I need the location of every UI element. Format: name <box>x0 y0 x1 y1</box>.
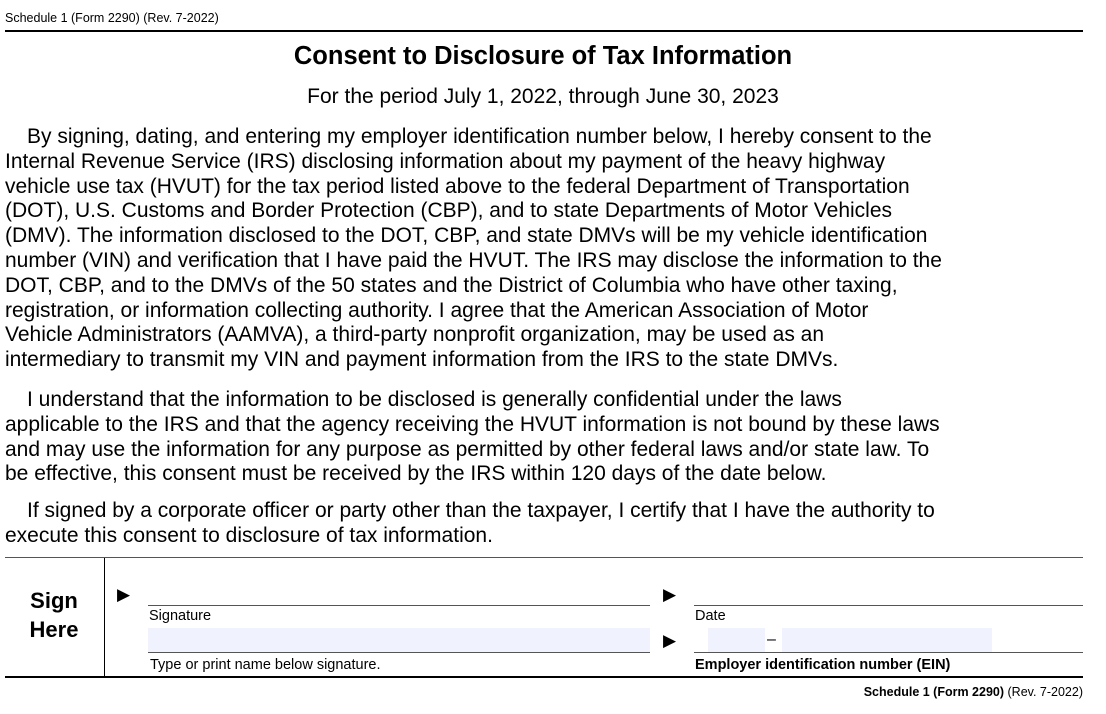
paragraph-line: Vehicle Administrators (AAMVA), a third-party nonprofit organization, may be used as an <box>5 323 825 347</box>
consent-paragraph <box>5 125 1085 373</box>
paragraph-line: DOT, CBP, and to the DMVs of the 50 states and the District of Columbia who have other taxing, <box>5 273 898 297</box>
paragraph-line: By signing, dating, and entering my employer identification number below, I hereby consent to the <box>27 125 932 148</box>
paragraph-line: I understand that the information to be disclosed is generally confidential under the laws <box>27 388 842 411</box>
signature-label: Signature <box>149 608 212 624</box>
printed-name-underline <box>148 652 650 653</box>
confidentiality-paragraph <box>5 388 1085 487</box>
paragraph-line: (DMV). The information disclosed to the DOT, CBP, and state DMVs will be my vehicle identification <box>5 224 928 248</box>
signature-field[interactable] <box>148 605 650 606</box>
paragraph-line: applicable to the IRS and that the agency receiving the HVUT information is not bound by these laws <box>5 412 940 436</box>
printed-name-input[interactable] <box>148 628 650 652</box>
ein-separator: – <box>767 631 776 648</box>
page-title: Consent to Disclosure of Tax Information <box>293 42 793 70</box>
tax-period-subtitle: For the period July 1, 2022, through June 30, 2023 <box>307 85 779 108</box>
paragraph-line: be effective, this consent must be received by the IRS within 120 days of the date below. <box>5 462 827 486</box>
sign-section-bottom-rule <box>5 676 1083 678</box>
date-label: Date <box>695 608 726 624</box>
sign-here-line1: Sign <box>30 588 78 613</box>
paragraph-line: Internal Revenue Service (IRS) disclosing information about my payment of the heavy highway <box>5 149 886 173</box>
footer-revision: (Rev. 7-2022) <box>1004 685 1083 699</box>
date-field[interactable] <box>694 605 1083 606</box>
ein-suffix-input[interactable] <box>782 628 992 652</box>
paragraph-line: (DOT), U.S. Customs and Border Protection (CBP), and to state Departments of Motor Vehicles <box>5 199 893 223</box>
sign-section-divider <box>104 558 105 676</box>
paragraph-line: vehicle use tax (HVUT) for the tax period listed above to the federal Department of Transportation <box>5 174 910 198</box>
paragraph-line: registration, or information collecting authority. I agree that the American Association of Motor <box>5 298 869 322</box>
ein-underline <box>694 652 1083 653</box>
form-header-label: Schedule 1 (Form 2290) (Rev. 7-2022) <box>5 11 219 25</box>
paragraph-line: number (VIN) and verification that I have paid the HVUT. The IRS may disclose the information to the <box>5 248 942 272</box>
printed-name-label: Type or print name below signature. <box>150 657 381 673</box>
right-pointer-icon: ▶ <box>663 631 677 650</box>
right-pointer-icon: ▶ <box>663 585 677 604</box>
paragraph-line: and may use the information for any purpose as permitted by other federal laws and/or state law. To <box>5 437 930 461</box>
sign-here-line2: Here <box>29 617 79 642</box>
paragraph-line: execute this consent to disclosure of tax information. <box>5 523 493 547</box>
ein-prefix-input[interactable] <box>708 628 765 652</box>
authority-paragraph <box>5 499 1085 549</box>
paragraph-line: intermediary to transmit my VIN and payment information from the IRS to the state DMVs. <box>5 348 839 372</box>
footer-form-name: Schedule 1 (Form 2290) <box>863 685 1005 699</box>
right-pointer-icon: ▶ <box>117 585 131 604</box>
paragraph-line: If signed by a corporate officer or party other than the taxpayer, I certify that I have the authority to <box>27 499 935 522</box>
top-rule <box>5 30 1083 32</box>
ein-label: Employer identification number (EIN) <box>695 657 951 673</box>
sign-here-heading <box>5 586 103 644</box>
sign-section-top-rule <box>5 557 1083 558</box>
form-footer-label <box>864 685 1083 699</box>
